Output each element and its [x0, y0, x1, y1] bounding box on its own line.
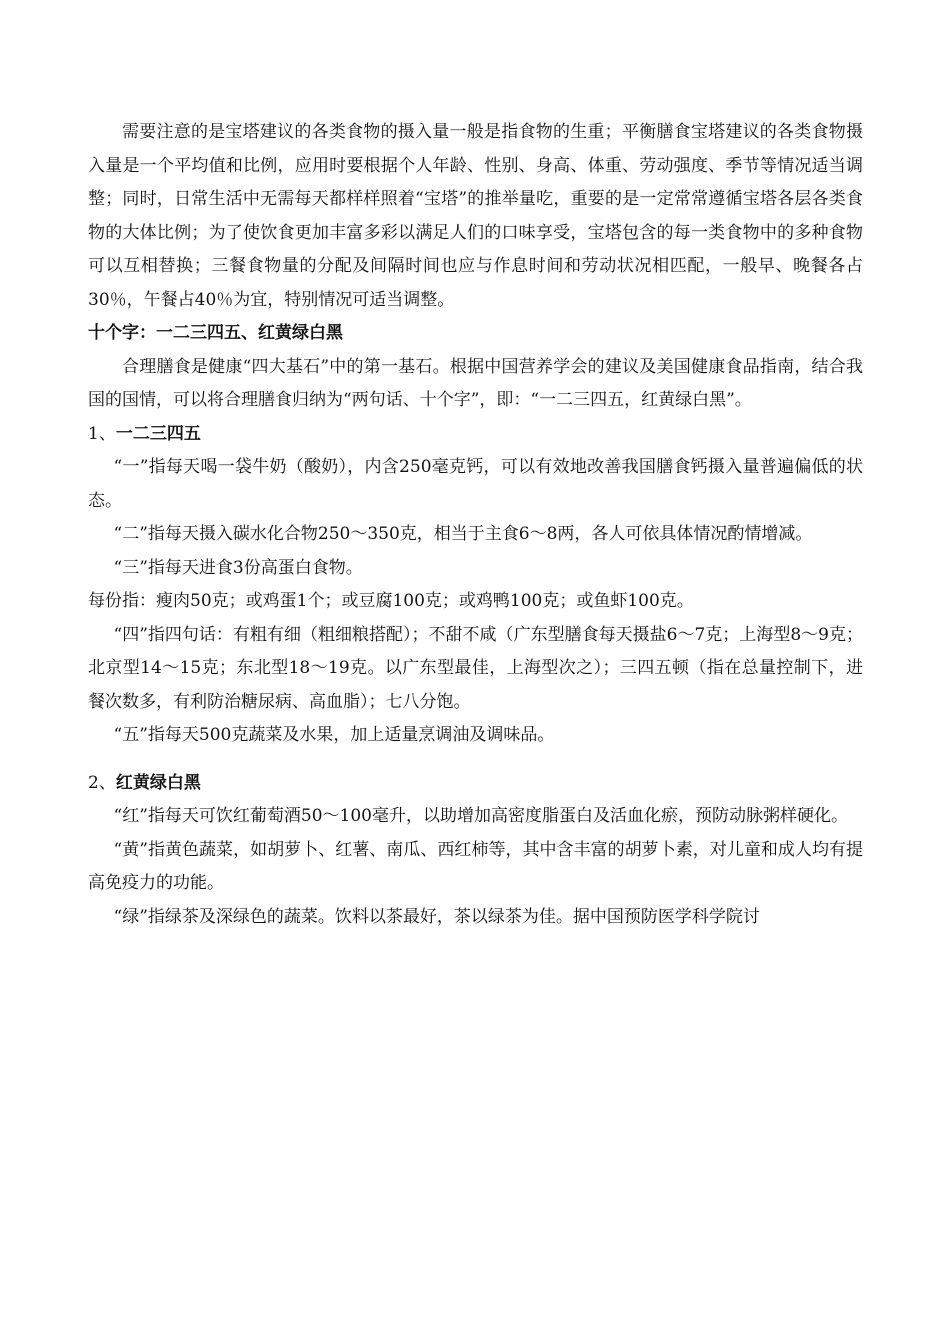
- paragraph-balanced-diet-intro: 合理膳食是健康“四大基石”中的第一基石。根据中国营养学会的建议及美国健康食品指南，结合我国的国情，可以将合理膳食归纳为“两句话、十个字”，即：“一二三四五，红黄绿白黑”。: [88, 356, 863, 410]
- subheading-number: 1、: [88, 423, 116, 444]
- paragraph-gap: [88, 753, 863, 767]
- paragraph-pagoda-note: 需要注意的是宝塔建议的各类食物的摄入量一般是指食物的生重；平衡膳食宝塔建议的各类食物摄入量是一个平均值和比例，应用时要根据个人年龄、性别、身高、体重、劳动强度、季节等情况适当调整；同时，日常生活中无需每天都样样照着“宝塔”的推举量吃，重要的是一定常常遵循宝塔各层各类食物的大体比例；为了使饮食更加丰富多彩以满足人们的口味享受，宝塔包含的每一类食物中的多种食物可以互相替换；三餐食物量的分配及间隔时间也应与作息时间和劳动状况相匹配，一般早、晚餐各占30％，午餐占40％为宜，特别情况可适当调整。: [88, 122, 863, 310]
- subheading-one-to-five: [88, 418, 863, 452]
- document-page: [88, 116, 863, 934]
- paragraph-four-sentences: “四”指四句话：有粗有细（粗细粮搭配）；不甜不咸（广东型膳食每天摄盐6～7克；上海型8～9克；北京型14～15克；东北型18～19克。以广东型最佳，上海型次之）；三四五顿（指在总量控制下，进餐次数多，有利防治糖尿病、高血脂）；七八分饱。: [88, 624, 863, 712]
- subheading-text: 一二三四五: [115, 423, 201, 444]
- section-heading-ten-characters: 十个字：一二三四五、红黄绿白黑: [88, 323, 343, 343]
- paragraph-one-milk: “一”指每天喝一袋牛奶（酸奶），内含250毫克钙，可以有效地改善我国膳食钙摄入量普遍偏低的状态。: [88, 457, 863, 511]
- paragraph-per-serving: 每份指：瘦肉50克；或鸡蛋1个；或豆腐100克；或鸡鸭100克；或鱼虾100克。: [88, 591, 694, 611]
- subheading-colors: [88, 767, 863, 801]
- paragraph-five-vegetables: “五”指每天500克蔬菜及水果，加上适量烹调油及调味品。: [113, 725, 555, 745]
- paragraph-yellow-vegetables: “黄”指黄色蔬菜，如胡萝卜、红薯、南瓜、西红柿等，其中含丰富的胡萝卜素，对儿童和成人均有提高免疫力的功能。: [88, 839, 863, 893]
- paragraph-three-protein: “三”指每天进食3份高蛋白食物。: [113, 557, 363, 578]
- subheading-text: 红黄绿白黑: [115, 772, 201, 793]
- subheading-number: 2、: [88, 772, 116, 793]
- paragraph-red-wine: “红”指每天可饮红葡萄酒50～100毫升，以助增加高密度脂蛋白及活血化瘀，预防动脉粥样硬化。: [113, 806, 848, 826]
- paragraph-two-carbohydrates: “二”指每天摄入碳水化合物250～350克，相当于主食6～8两，各人可依具体情况酌情增减。: [113, 524, 813, 544]
- paragraph-green-tea: “绿”指绿茶及深绿色的蔬菜。饮料以茶最好，茶以绿茶为佳。据中国预防医学科学院讨: [113, 906, 760, 927]
